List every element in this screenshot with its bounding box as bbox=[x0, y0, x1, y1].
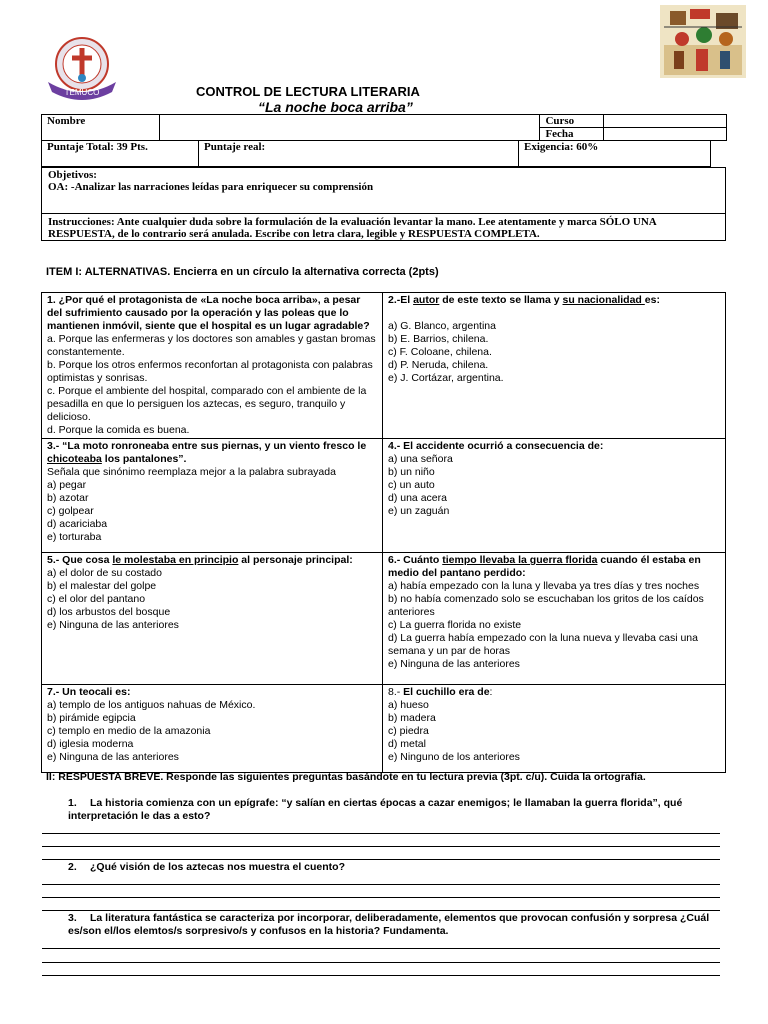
requirement: Exigencia: 60% bbox=[519, 141, 711, 167]
option-c[interactable]: c) piedra bbox=[388, 725, 429, 737]
answer-line[interactable] bbox=[42, 859, 720, 860]
option-b[interactable]: b) E. Barrios, chilena. bbox=[388, 333, 489, 345]
option-b[interactable]: b. Porque los otros enfermos reconfortan al protagonista con palabras optimistas y sonrisas. bbox=[47, 359, 373, 384]
answer-line[interactable] bbox=[42, 910, 720, 911]
short-question-3 bbox=[68, 912, 728, 938]
aztec-illustration bbox=[660, 5, 746, 78]
question-3 bbox=[42, 439, 383, 553]
option-a[interactable]: a) pegar bbox=[47, 479, 87, 491]
instructions-box: Instrucciones: Ante cualquier duda sobre la formulación de la evaluación levantar la mano. Lee atentamente y marca SÓLO UNA RESPUESTA, de lo contrario será anulada. Escribe con letra clara, legible y RESPUESTA COMPLETA. bbox=[41, 213, 726, 241]
option-c[interactable]: c) un auto bbox=[388, 479, 435, 491]
question-text: 2.-El autor de este texto se llama y su nacionalidad es: bbox=[388, 294, 660, 306]
question-text: 6.- Cuánto tiempo llevaba la guerra florida cuando él estaba en medio del pantano perdido: bbox=[388, 554, 701, 579]
option-c[interactable]: c) templo en medio de la amazonia bbox=[47, 725, 211, 737]
question-text: 7.- Un teocali es: bbox=[47, 686, 131, 698]
question-2 bbox=[383, 293, 726, 439]
short-question-1 bbox=[68, 797, 728, 823]
option-a[interactable]: a) hueso bbox=[388, 699, 429, 711]
question-text: ¿Qué visión de los aztecas nos muestra el cuento? bbox=[90, 861, 345, 873]
question-prompt: Señala que sinónimo reemplaza mejor a la palabra subrayada bbox=[47, 466, 336, 478]
date-label: Fecha bbox=[540, 128, 603, 141]
question-7 bbox=[42, 685, 383, 773]
course-label: Curso bbox=[540, 115, 603, 128]
option-d[interactable]: d) acariciaba bbox=[47, 518, 108, 530]
total-score: Puntaje Total: 39 Pts. bbox=[42, 141, 199, 167]
question-1 bbox=[42, 293, 383, 439]
option-a[interactable]: a) el dolor de su costado bbox=[47, 567, 162, 579]
option-c[interactable]: c) golpear bbox=[47, 505, 94, 517]
option-c[interactable]: c) F. Coloane, chilena. bbox=[388, 346, 492, 358]
option-a[interactable]: a) había empezado con la luna y llevaba ya tres días y tres noches bbox=[388, 580, 700, 592]
option-d[interactable]: d) P. Neruda, chilena. bbox=[388, 359, 489, 371]
question-5 bbox=[42, 553, 383, 685]
option-e[interactable]: e) Ninguna de las anteriores bbox=[47, 751, 179, 763]
real-score-field[interactable]: Puntaje real: bbox=[199, 141, 519, 167]
question-number: 1. bbox=[68, 797, 77, 809]
date-field[interactable] bbox=[603, 128, 726, 141]
item1-heading: ITEM I: ALTERNATIVAS. Encierra en un círculo la alternativa correcta (2pts) bbox=[46, 266, 439, 278]
option-e[interactable]: e) Ninguna de las anteriores bbox=[47, 619, 179, 631]
option-a[interactable]: a) templo de los antiguos nahuas de México. bbox=[47, 699, 256, 711]
school-logo bbox=[44, 34, 120, 100]
option-e[interactable]: e) torturaba bbox=[47, 531, 102, 543]
objectives-label: Objetivos: bbox=[48, 169, 97, 181]
option-d[interactable]: d) los arbustos del bosque bbox=[47, 606, 171, 618]
answer-line[interactable] bbox=[42, 833, 720, 834]
question-number: 3. bbox=[68, 912, 77, 924]
option-e[interactable]: e) Ninguna de las anteriores bbox=[388, 658, 520, 670]
option-c[interactable]: c) el olor del pantano bbox=[47, 593, 146, 605]
answer-line[interactable] bbox=[42, 948, 720, 949]
name-field[interactable] bbox=[160, 115, 540, 141]
score-table bbox=[41, 140, 711, 167]
student-info-table bbox=[41, 114, 727, 141]
answer-line[interactable] bbox=[42, 897, 720, 898]
item2-heading: II: RESPUESTA BREVE. Responde las siguientes preguntas basándote en tu lectura previa (3pt. c/u). Cuida la ortografía. bbox=[46, 771, 646, 783]
question-6 bbox=[383, 553, 726, 685]
question-text: 4.- El accidente ocurrió a consecuencia de: bbox=[388, 440, 604, 452]
option-c[interactable]: c) La guerra florida no existe bbox=[388, 619, 522, 631]
option-c[interactable]: c. Porque el ambiente del hospital, comparado con el ambiente de la pesadilla en que lo persiguen los aztecas, es seguro, tranquilo y delicioso. bbox=[47, 385, 367, 423]
option-d[interactable]: d) iglesia moderna bbox=[47, 738, 134, 750]
option-d[interactable]: d) una acera bbox=[388, 492, 447, 504]
option-e[interactable]: e) Ninguno de los anteriores bbox=[388, 751, 520, 763]
option-a[interactable]: a. Porque las enfermeras y los doctores son amables y gastan bromas constantemente. bbox=[47, 333, 376, 358]
short-question-2 bbox=[68, 861, 728, 874]
objectives-box bbox=[41, 167, 726, 214]
question-text: 3.- “La moto ronroneaba entre sus piernas, y un viento fresco le chicoteaba los pantalones”. bbox=[47, 440, 367, 465]
answer-line[interactable] bbox=[42, 884, 720, 885]
name-label: Nombre bbox=[42, 115, 160, 141]
question-text: La historia comienza con un epígrafe: “y salían en ciertas épocas a cazar enemigos; le llamaban la guerra florida”, qué interpretación le das a esto? bbox=[68, 797, 683, 822]
question-number: 2. bbox=[68, 861, 77, 873]
option-b[interactable]: b) pirámide egipcia bbox=[47, 712, 136, 724]
option-b[interactable]: b) el malestar del golpe bbox=[47, 580, 157, 592]
document-subtitle: “La noche boca arriba” bbox=[258, 99, 413, 115]
option-a[interactable]: a) una señora bbox=[388, 453, 453, 465]
option-b[interactable]: b) madera bbox=[388, 712, 436, 724]
option-d[interactable]: d. Porque la comida es buena. bbox=[47, 424, 190, 436]
questions-table bbox=[41, 292, 726, 773]
answer-line[interactable] bbox=[42, 975, 720, 976]
option-e[interactable]: e) J. Cortázar, argentina. bbox=[388, 372, 504, 384]
question-text: 1. ¿Por qué el protagonista de «La noche boca arriba», a pesar del sufrimiento causado por la operación y las poleas que lo mantienen inmóvil, siente que el hospital es un lugar agradable? bbox=[47, 294, 370, 332]
option-e[interactable]: e) un zaguán bbox=[388, 505, 450, 517]
objectives-text: OA: -Analizar las narraciones leídas para enriquecer su comprensión bbox=[48, 181, 374, 193]
course-field[interactable] bbox=[603, 115, 726, 128]
option-b[interactable]: b) un niño bbox=[388, 466, 435, 478]
option-d[interactable]: d) metal bbox=[388, 738, 426, 750]
question-8 bbox=[383, 685, 726, 773]
answer-line[interactable] bbox=[42, 962, 720, 963]
question-text: La literatura fantástica se caracteriza por incorporar, deliberadamente, elementos que provocan confusión y sorpresa ¿Cuál es/son el/los elemtos/s sorpresivo/s y confusos en la historia? Fundamenta. bbox=[68, 912, 710, 937]
question-text: 5.- Que cosa le molestaba en principio al personaje principal: bbox=[47, 554, 353, 566]
option-b[interactable]: b) no había comenzado solo se escuchaban los gritos de los caídos anteriores bbox=[388, 593, 704, 618]
answer-line[interactable] bbox=[42, 846, 720, 847]
option-b[interactable]: b) azotar bbox=[47, 492, 89, 504]
logo-text: TEMUCO bbox=[64, 88, 100, 97]
option-d[interactable]: d) La guerra había empezado con la luna nueva y llevaba casi una semana y un par de horas bbox=[388, 632, 698, 657]
document-title: CONTROL DE LECTURA LITERARIA bbox=[196, 84, 420, 99]
question-4 bbox=[383, 439, 726, 553]
option-a[interactable]: a) G. Blanco, argentina bbox=[388, 320, 496, 332]
question-text: 8.- El cuchillo era de: bbox=[388, 686, 493, 698]
